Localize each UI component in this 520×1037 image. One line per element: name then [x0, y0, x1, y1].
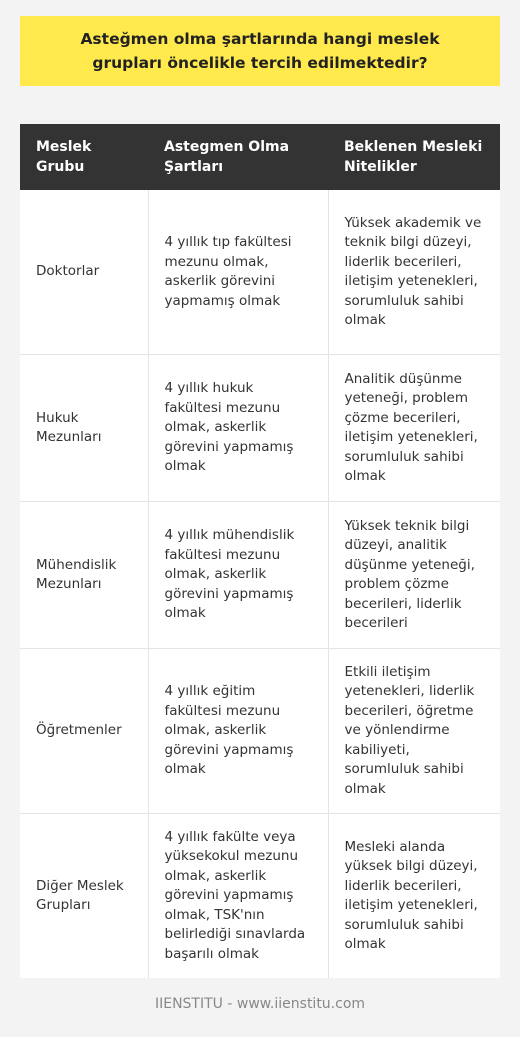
- table-row: [20, 355, 500, 502]
- cell-requirements: 4 yıllık tıp fakültesi mezunu olmak, askerlik görevini yapmamış olmak: [148, 190, 328, 355]
- table-row: [20, 190, 500, 355]
- cell-qualifications: Yüksek akademik ve teknik bilgi düzeyi, liderlik becerileri, iletişim yetenekleri, sorumluluk sahibi olmak: [328, 190, 500, 355]
- cell-profession: Öğretmenler: [20, 649, 148, 814]
- cell-profession: Doktorlar: [20, 190, 148, 355]
- page-title: Asteğmen olma şartlarında hangi meslek grupları öncelikle tercih edilmektedir?: [80, 30, 440, 72]
- cell-qualifications: Mesleki alanda yüksek bilgi düzeyi, liderlik becerileri, iletişim yetenekleri, sorumluluk sahibi olmak: [344, 838, 478, 952]
- cell-profession: Hukuk Mezunları: [20, 355, 148, 502]
- column-header-qualifications: Beklenen Mesleki Nitelikler: [328, 124, 500, 190]
- cell-requirements: 4 yıllık mühendislik fakültesi mezunu olmak, askerlik görevini yapmamış olmak: [148, 502, 328, 649]
- profession-table: [20, 124, 500, 978]
- column-header-profession: Meslek Grubu: [20, 124, 148, 190]
- cell-requirements: 4 yıllık fakülte veya yüksekokul mezunu olmak, askerlik görevini yapmamış olmak, TSK'nın belirlediği sınavlarda başarılı olmak: [148, 814, 328, 979]
- table-row: [20, 502, 500, 649]
- cell-requirements: 4 yıllık eğitim fakültesi mezunu olmak, askerlik görevini yapmamış olmak: [148, 649, 328, 814]
- table-row: [20, 649, 500, 814]
- table-row: [20, 814, 500, 979]
- cell-qualifications: Analitik düşünme yeteneği, problem çözme becerileri, iletişim yetenekleri, sorumluluk sahibi olmak: [328, 355, 500, 502]
- cell-profession: Diğer Meslek Grupları: [20, 814, 148, 979]
- cell-qualifications: Etkili iletişim yetenekleri, liderlik becerileri, öğretme ve yönlendirme kabiliyeti, sorumluluk sahibi olmak: [328, 649, 500, 814]
- title-banner: [20, 16, 500, 86]
- table-header-row: [20, 124, 500, 190]
- cell-requirements: 4 yıllık hukuk fakültesi mezunu olmak, askerlik görevini yapmamış olmak: [148, 355, 328, 502]
- footer-credit: IIENSTITU - www.iienstitu.com: [154, 996, 366, 1012]
- cell-qualifications: Yüksek teknik bilgi düzeyi, analitik düşünme yeteneği, problem çözme becerileri, liderlik becerileri: [328, 502, 500, 649]
- cell-profession: Mühendislik Mezunları: [20, 502, 148, 649]
- column-header-requirements: Astegmen Olma Şartları: [148, 124, 328, 190]
